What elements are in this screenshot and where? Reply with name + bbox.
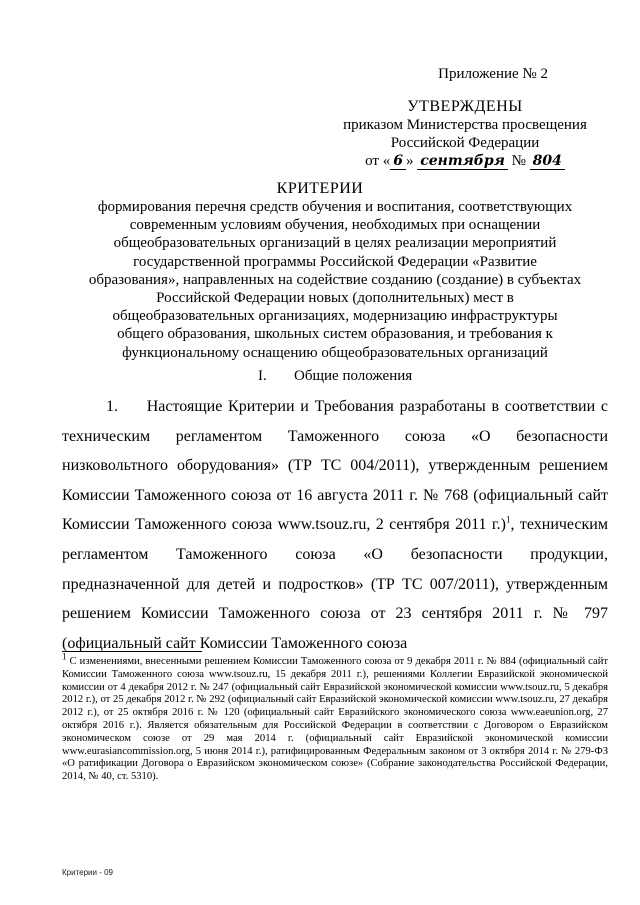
paragraph-1 [62,392,608,658]
paragraph-text-b: , техническим регламентом Таможенного союза «О безопасности продукции, предназначенной для детей и подростков» (ТР ТС 007/2011), утвержденным решением Комиссии Таможенного союза от 23 сентября 2011 г. № 797 (официальный сайт Комиссии Таможенного союза [62,516,608,652]
date-mid: » [405,153,414,169]
appendix-label: Приложение № 2 [438,66,548,82]
section-title: Общие положения [294,368,413,384]
approved-title: УТВЕРЖДЕНЫ [407,98,523,115]
approved-line-1: приказом Министерства просвещения [343,117,587,133]
footnote [62,651,608,784]
footnote-text: С изменениями, внесенными решением Комиссии Таможенного союза от 9 декабря 2011 г. № 884 (официальный сайт Комиссии Таможенного союза www.tsouz.ru, 15 декабря 2011 г.), решениями Коллегии Евразийской экономической комиссии от 4 декабря 2012 г. № 247 (официальный сайт Евразийской экономической комиссии www.tsouz.ru, 5 декабря 2012 г.), от 25 декабря 2012 г. № 292 (официальный сайт Евразийской экономической комиссии www.tsouz.ru, 27 декабря 2012 г.), от 25 октября 2016 г. № 120 (официальный сайт Евразийского экономического союза www.eaeunion.org, 27 октября 2016 г.). Является обязательным для Российской Федерации в соответствии с Договором о Евразийском экономическом союзе от 29 мая 2014 г. (официальный сайт Евразийской экономической комиссии www.eurasiancommission.org, 5 июня 2014 г.), ратифицированным Федеральным законом от 3 октября 2014 г. № 279-ФЗ «О ратификации Договора о Евразийском экономическом союзе» (Собрание законодательства Российской Федерации, 2014, № 40, ст. 5310). [62,656,608,783]
order-date-line [340,152,590,170]
paragraph-text-a: Настоящие Критерии и Требования разработаны в соответствии с техническим регламентом Таможенного союза «О безопасности низковольтного оборудования» (ТР ТС 004/2011), утвержденным решением Комиссии Таможенного союза от 16 августа 2011 г. № 768 (официальный сайт Комиссии Таможенного союза www.tsouz.ru, 2 сентября 2011 г.) [62,398,609,534]
footnote-ref: 1 [506,515,511,526]
section-number: I. [258,368,267,384]
criteria-title: КРИТЕРИИ [276,180,364,197]
footnote-divider [62,651,202,652]
approval-block [340,98,590,170]
criteria-subtitle: формирования перечня средств обучения и воспитания, соответствующих современным условиям обучения, необходимых при оснащении общеобразовательных организаций в целях реализации мероприятий государственной программы Российской Федерации «Развитие образования», направленных на содействие созданию (создание) в субъектах Российской Федерации новых (дополнительных) мест в общеобразовательных организациях, модернизацию инфраструктуры общего образования, школьных систем образования, и требования к функциональному оснащению общеобразовательных организаций [88,199,582,361]
number-label: № [511,153,526,169]
handwritten-month: сентября [417,153,508,170]
section-heading [258,368,412,385]
approved-line-2: Российской Федерации [390,135,540,151]
footnote-mark: 1 [62,651,67,662]
paragraph-number: 1. [106,398,118,415]
page-footer: Критерии - 09 [62,868,113,877]
date-prefix: от « [365,153,391,169]
handwritten-number: 804 [530,153,565,170]
handwritten-day: 6 [390,153,406,170]
